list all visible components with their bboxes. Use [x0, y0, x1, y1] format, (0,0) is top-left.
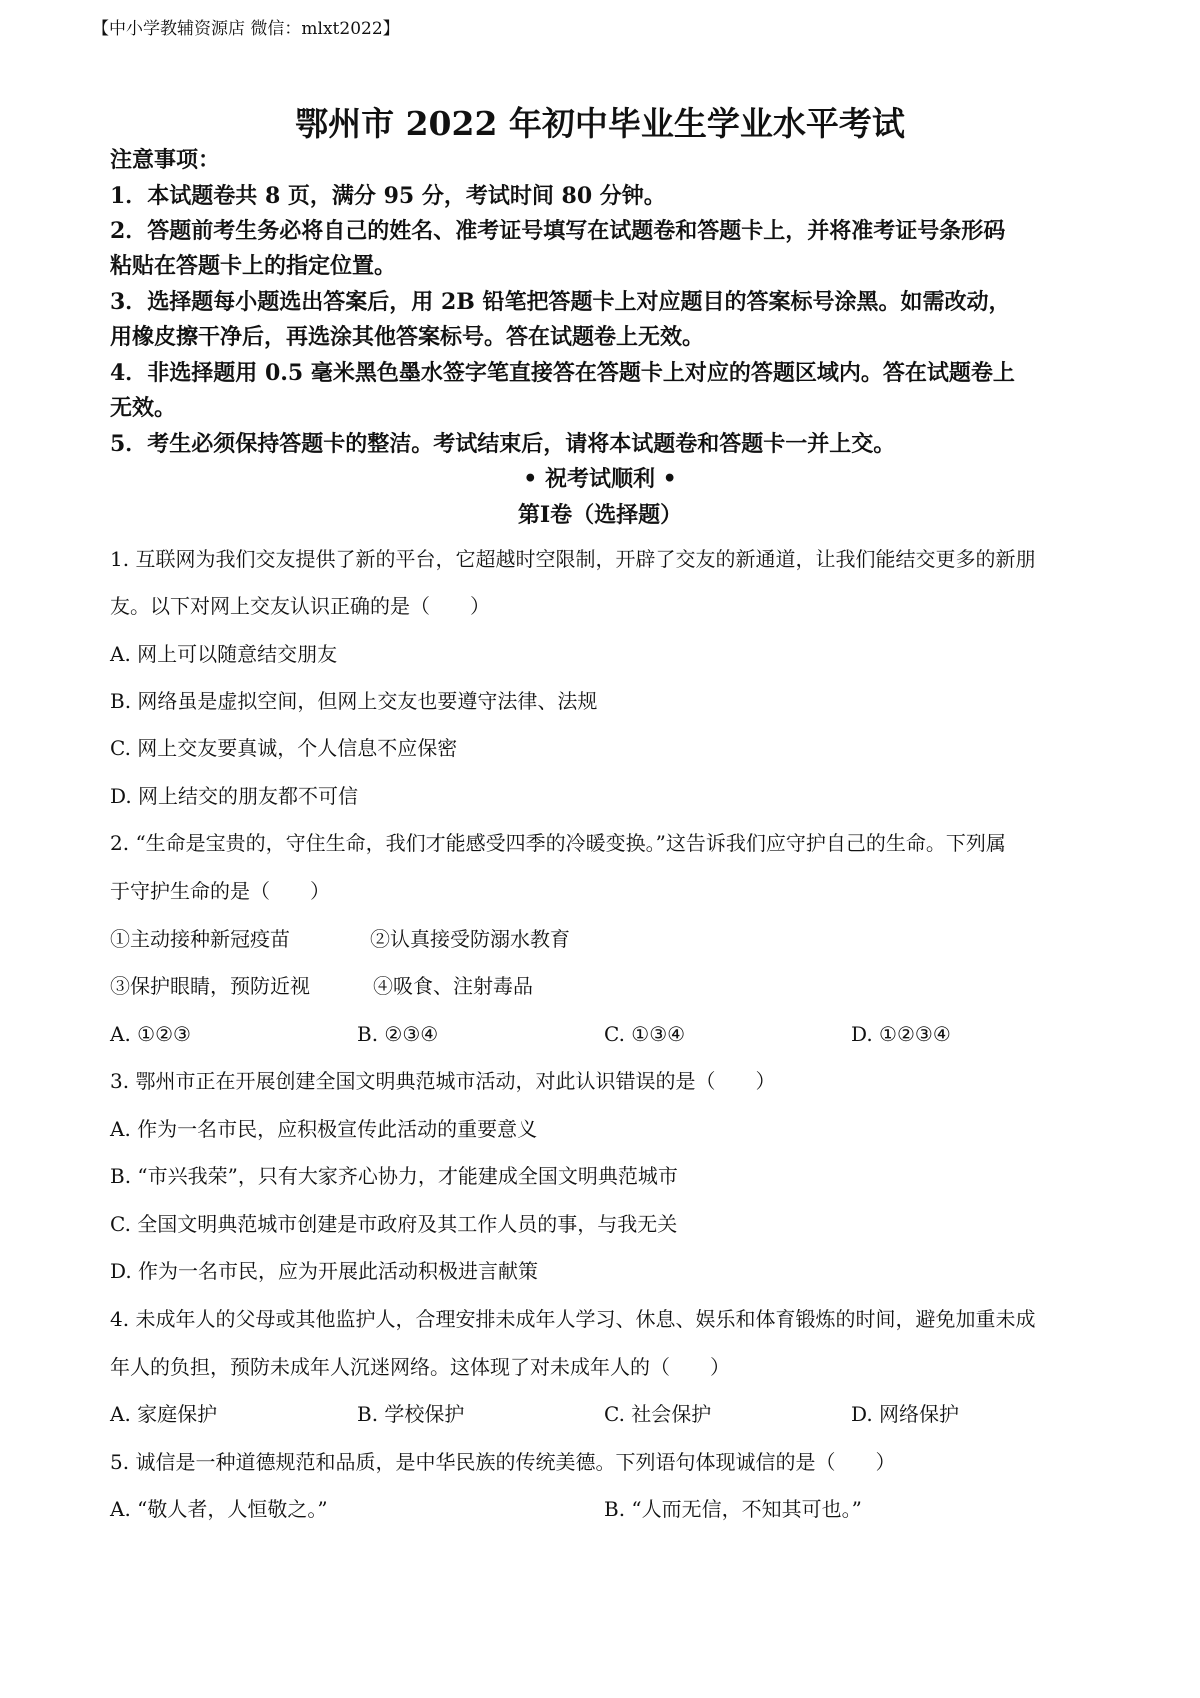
question-2-option-d: D. ①②③④: [851, 1022, 951, 1046]
question-5-option-b: B. “人而无信，不知其可也。”: [604, 1497, 862, 1521]
question-1-option-b: B. 网络虽是虚拟空间，但网上交友也要遵守法律、法规: [110, 689, 598, 713]
question-3-stem: 3. 鄂州市正在开展创建全国文明典范城市活动，对此认识错误的是（ ）: [110, 1069, 776, 1093]
question-5-stem: 5. 诚信是一种道德规范和品质，是中华民族的传统美德。下列语句体现诚信的是（ ）: [110, 1450, 896, 1474]
question-2-stem: 2. “生命是宝贵的，守住生命，我们才能感受四季的冷暖变换。”这告诉我们应守护自己的生命。下列属: [110, 831, 1006, 855]
notice-line: 2．答题前考生务必将自己的姓名、准考证号填写在试题卷和答题卡上，并将准考证号条形码: [110, 218, 1006, 244]
question-3-option-d: D. 作为一名市民，应为开展此活动积极进言献策: [110, 1259, 539, 1283]
question-2-item: ②认真接受防溺水教育: [370, 927, 570, 951]
notice-heading: 注意事项：: [110, 147, 221, 173]
question-1-option-a: A. 网上可以随意结交朋友: [110, 642, 338, 666]
notice-line: 1．本试题卷共 8 页，满分 95 分，考试时间 80 分钟。: [110, 183, 666, 209]
exam-title: 鄂州市 2022 年初中毕业生学业水平考试: [295, 104, 905, 143]
question-2-item: ④吸食、注射毒品: [373, 974, 533, 998]
question-1-option-c: C. 网上交友要真诚，个人信息不应保密: [110, 736, 458, 760]
question-1-stem: 1. 互联网为我们交友提供了新的平台，它超越时空限制，开辟了交友的新通道，让我们能结交更多的新朋: [110, 547, 1036, 571]
notice-line: 4．非选择题用 0.5 毫米黑色墨水签字笔直接答在答题卡上对应的答题区域内。答在试题卷上: [110, 360, 1015, 386]
question-2-item: ③保护眼睛，预防近视: [110, 974, 310, 998]
notice-line: 粘贴在答题卡上的指定位置。: [110, 253, 397, 279]
section-title: 第Ⅰ卷（选择题）: [517, 502, 683, 528]
question-1-option-d: D. 网上结交的朋友都不可信: [110, 784, 359, 808]
watermark-text: 【中小学教辅资源店 微信：mlxt2022】: [92, 19, 400, 39]
notice-line: 无效。: [110, 395, 177, 421]
question-1-stem: 友。以下对网上交友认识正确的是（ ）: [110, 594, 490, 618]
question-4-stem: 4. 未成年人的父母或其他监护人，合理安排未成年人学习、休息、娱乐和体育锻炼的时间，避免加重未成: [110, 1307, 1036, 1331]
question-2-option-b: B. ②③④: [357, 1022, 439, 1046]
notice-line: 5．考生必须保持答题卡的整洁。考试结束后，请将本试题卷和答题卡一并上交。: [110, 431, 896, 457]
question-3-option-a: A. 作为一名市民，应积极宣传此活动的重要意义: [110, 1117, 538, 1141]
question-5-option-a: A. “敬人者，人恒敬之。”: [110, 1497, 328, 1521]
notice-line: 3．选择题每小题选出答案后，用 2B 铅笔把答题卡上对应题目的答案标号涂黑。如需改动，: [110, 289, 1011, 315]
question-2-option-c: C. ①③④: [604, 1022, 686, 1046]
question-4-stem: 年人的负担，预防未成年人沉迷网络。这体现了对未成年人的（ ）: [110, 1355, 730, 1379]
question-2-item: ①主动接种新冠疫苗: [110, 927, 290, 951]
question-3-option-c: C. 全国文明典范城市创建是市政府及其工作人员的事，与我无关: [110, 1212, 678, 1236]
blessing-line: • 祝考试顺利 •: [523, 466, 677, 492]
question-2-stem: 于守护生命的是（ ）: [110, 879, 330, 903]
question-4-option-d: D. 网络保护: [851, 1402, 960, 1426]
question-2-option-a: A. ①②③: [110, 1022, 191, 1046]
question-3-option-b: B. “市兴我荣”，只有大家齐心协力，才能建成全国文明典范城市: [110, 1164, 678, 1188]
question-4-option-a: A. 家庭保护: [110, 1402, 218, 1426]
question-4-option-c: C. 社会保护: [604, 1402, 712, 1426]
question-4-option-b: B. 学校保护: [357, 1402, 465, 1426]
notice-line: 用橡皮擦干净后，再选涂其他答案标号。答在试题卷上无效。: [110, 324, 705, 350]
